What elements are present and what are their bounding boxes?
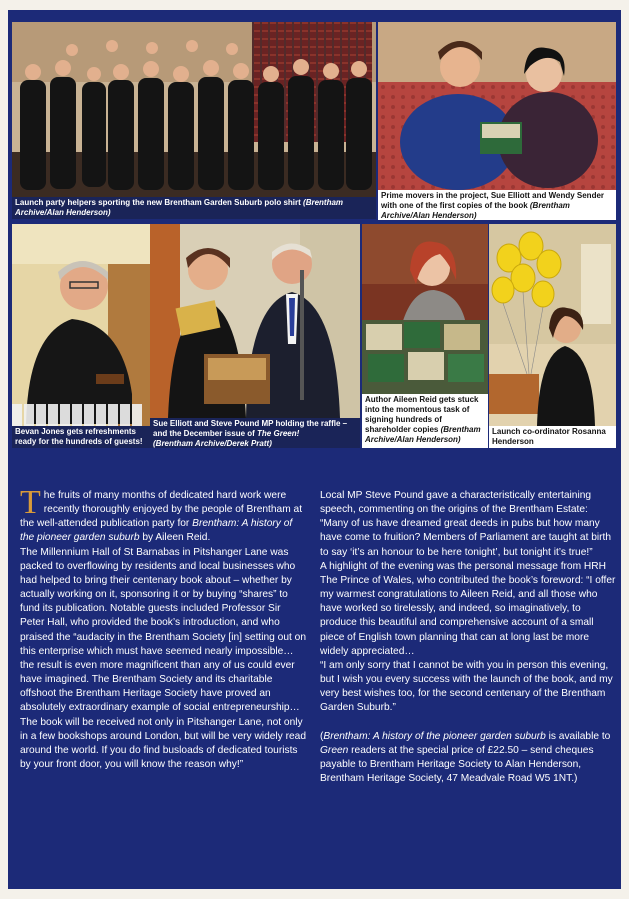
article-column-right — [320, 489, 616, 786]
caption-credit: (Brentham Archive/Alan Henderson) — [381, 201, 570, 220]
drop-cap: T — [20, 484, 41, 521]
caption-text: Author Aileen Reid gets stuck into the momentous task of signing hundreds of shareholder copies — [365, 395, 479, 434]
caption-text: Sue Elliott and Steve Pound MP holding the raffle – and the December issue of — [153, 419, 348, 438]
caption-text: Bevan Jones gets refreshments ready for the hundreds of guests! — [15, 427, 143, 446]
article-paragraph-intro — [20, 484, 307, 546]
magazine-title: The Green! — [257, 429, 300, 438]
launch-party-photo — [12, 22, 376, 197]
raffle-caption — [150, 418, 360, 448]
article-paragraph-prince: A highlight of the evening was the personal message from HRH The Prince of Wales, who contributed the book’s foreword: “I offer my warmest congratulations to Aileen Reid, and all those who have worked so tirelessly, and indeed, so imaginatively, to produce this beautiful and comprehensive account of a small piece of English town planning that can at long last be more widely appreciated… — [320, 560, 616, 657]
author-signing-caption — [362, 394, 488, 448]
article-paragraph-hall: The Millennium Hall of St Barnabas in Pitshanger Lane was packed to overflowing by residents and local businesses who had helped to bring their centenary book about – whether by actually working on it, sponsoring it or by buying “shares” to fund its publication. Notable guests included Professor Sir Peter Hall, who provided the book’s introduction, and who praised the “audacity in the Brentham Society [in] setting out on this enterprise which must have seemed nearly impossible… the result is even more magnificent than any of us could ever have imagined. The Brentham Society and its charitable offshoot the Brentham Heritage Society have proved an absolutely extraordinary example of social entrepreneurship… The book will be received not only in Pitshanger Lane, not only in a few bookshops around London, but will be very widely read around the world. If you do find busloads of dedicated tourists by your front door, you will know the reason why!” — [20, 546, 306, 770]
article-column-left — [20, 484, 307, 772]
launch-party-caption — [12, 197, 376, 219]
raffle-photo — [150, 224, 360, 418]
author-signing-photo — [362, 224, 488, 394]
intro-text: he fruits of many months of dedicated hard work were recently thoroughly enjoyed by the people of Brentham at the well-attended publication party for — [20, 490, 303, 530]
offer-text-end: readers at the special price of £22.50 – send cheques payable to Brentham Heritage Society to Alan Henderson, Brentham Heritage Society, 47 Meadvale Road W5 1NT.) — [320, 744, 594, 784]
coordinator-photo — [489, 224, 616, 426]
article-paragraph-offer — [320, 730, 616, 787]
offer-magazine-name: Green — [320, 744, 349, 756]
offer-book-title: Brentham: A history of the pioneer garden suburb — [323, 730, 546, 742]
bevan-jones-photo — [12, 224, 150, 426]
caption-text: Prime movers in the project, Sue Elliott and Wendy Sender with one of the first copies of the book — [381, 191, 605, 210]
article-paragraph-quote: “I am only sorry that I cannot be with you in person this evening, but I wish you every success with the launch of the book, and my very best wishes too, for the second centenary of the Brentham Garden Suburb.” — [320, 659, 613, 714]
bevan-jones-caption — [12, 426, 150, 448]
caption-credit: (Brentham Archive/Derek Pratt) — [153, 439, 272, 448]
caption-credit: (Brentham Archive/Alan Henderson) — [365, 425, 481, 444]
caption-credit: (Brentham Archive/Alan Henderson) — [15, 198, 344, 217]
offer-open: ( — [320, 730, 324, 742]
coordinator-caption — [489, 426, 616, 448]
offer-text: is available to — [545, 730, 611, 742]
article-paragraph-speech: Local MP Steve Pound gave a characteristically entertaining speech, commenting on the origins of the Brentham Estate: “Many of us have dreamed great deeds in pubs but how many have come to fruition? Members of Parliament are taught at birth to say ‘it’s an honour to be here tonight’, but tonight it’s true!” — [320, 490, 612, 558]
book-title: Brentham: A history of the pioneer garden suburb — [20, 518, 293, 544]
caption-text: Launch co-ordinator Rosanna Henderson — [492, 427, 606, 446]
prime-movers-caption — [378, 190, 616, 220]
caption-text: Launch party helpers sporting the new Brentham Garden Suburb polo shirt — [15, 198, 304, 207]
prime-movers-photo — [378, 22, 616, 190]
intro-text-end: by Aileen Reid. — [139, 532, 211, 544]
